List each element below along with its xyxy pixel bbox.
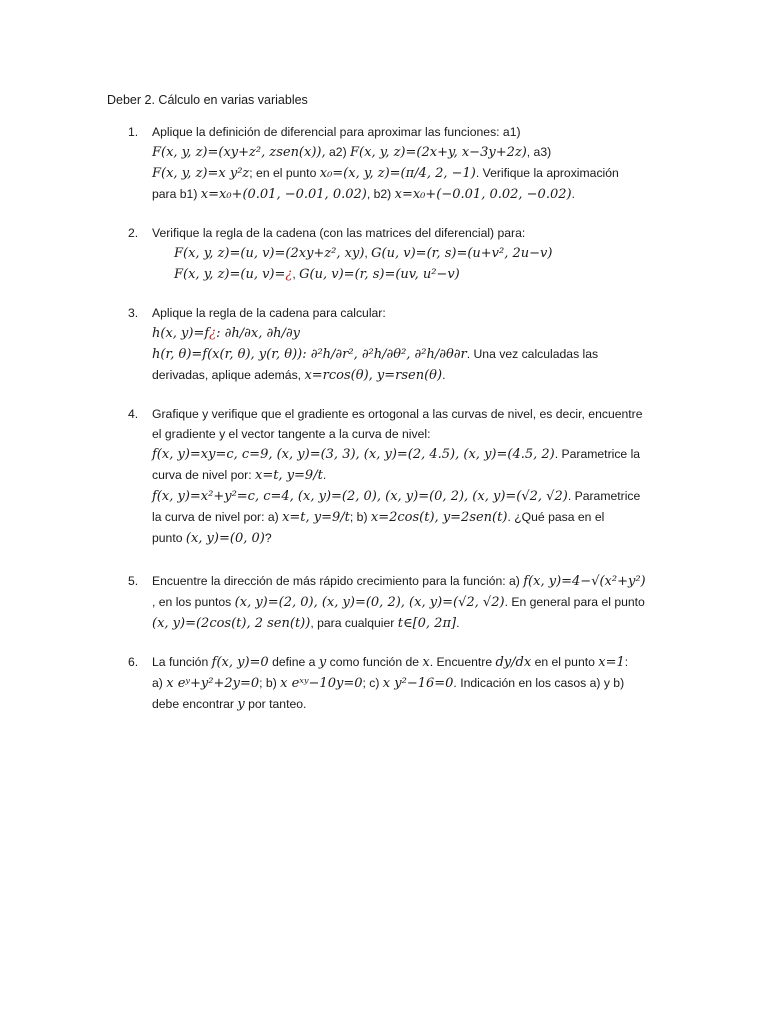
math-expression: x=t, y=9/t bbox=[282, 510, 350, 525]
text-run: Aplique la definición de diferencial para aproximar las funciones: a1) bbox=[152, 125, 521, 139]
exercise-line bbox=[152, 223, 668, 243]
exercise-line bbox=[152, 652, 668, 673]
text-run: ; b) bbox=[349, 510, 371, 524]
exercise-line bbox=[152, 404, 668, 424]
text-run: derivadas, aplique además, bbox=[152, 368, 305, 382]
exercise-line bbox=[152, 507, 668, 528]
exercise-line bbox=[152, 694, 668, 715]
math-expression: x₀=(x, y, z)=(π/4, 2, −1) bbox=[319, 166, 476, 181]
exercise-line bbox=[152, 303, 668, 323]
exercise-number: 1. bbox=[128, 125, 139, 139]
exercise-line bbox=[152, 613, 668, 634]
exercise-item bbox=[128, 652, 668, 715]
text-run: Aplique la regla de la cadena para calcular: bbox=[152, 306, 386, 320]
document-title: Deber 2. Cálculo en varias variables bbox=[107, 93, 308, 107]
math-expression: y bbox=[318, 655, 327, 670]
text-run: . Una vez calculadas las bbox=[466, 347, 599, 361]
math-expression: (x, y)=(0, 0) bbox=[185, 531, 265, 546]
text-run: , bbox=[292, 267, 300, 281]
text-run: la curva de nivel por: a) bbox=[152, 510, 283, 524]
exercise-item bbox=[128, 404, 668, 549]
math-expression: F(x, y, z)=(u, v)= bbox=[174, 267, 286, 282]
text-run: , bbox=[364, 246, 372, 260]
exercise-line bbox=[152, 424, 668, 444]
text-run: : bbox=[624, 655, 629, 669]
text-run: . Parametrice la bbox=[554, 447, 641, 461]
exercise-line bbox=[152, 264, 668, 285]
text-run: como función de bbox=[326, 655, 423, 669]
math-expression: h(r, θ)=f(x(r, θ), y(r, θ)): ∂²h/∂r², ∂²h/∂θ², ∂²h/∂θ∂r bbox=[152, 347, 467, 362]
text-run: . Verifique la aproximación bbox=[475, 166, 619, 180]
exercise-line bbox=[152, 571, 668, 592]
exercise-item bbox=[128, 303, 668, 386]
text-run: , b2) bbox=[366, 187, 395, 201]
math-expression: dy/dx bbox=[495, 655, 532, 670]
exercise-item bbox=[128, 223, 668, 285]
text-run: . Indicación en los casos a) y b) bbox=[453, 676, 625, 690]
math-expression: (x, y)=(2cos(t), 2 sen(t)) bbox=[152, 616, 311, 631]
exercise-list bbox=[128, 122, 668, 715]
text-run: punto bbox=[152, 531, 186, 545]
text-run: a2) bbox=[325, 145, 351, 159]
math-expression: x eʸ+y²+2y=0 bbox=[166, 676, 260, 691]
math-expression: h(x, y)=f bbox=[152, 326, 210, 341]
math-expression: f(x, y)=xy=c, c=9, (x, y)=(3, 3), (x, y)=(2, 4.5), (x, y)=(4.5, 2) bbox=[152, 447, 555, 462]
exercise-item bbox=[128, 571, 668, 634]
text-run: ? bbox=[264, 531, 272, 545]
text-run: , a3) bbox=[526, 145, 552, 159]
exercise-line bbox=[152, 444, 668, 465]
text-run: , para cualquier bbox=[310, 616, 398, 630]
exercise-number: 6. bbox=[128, 655, 139, 669]
math-expression: t∈[0, 2π] bbox=[397, 616, 457, 631]
math-expression: G(u, v)=(r, s)=(uv, u²−v) bbox=[299, 267, 460, 282]
math-expression: x=x₀+(−0.01, 0.02, −0.02) bbox=[394, 187, 572, 202]
exercise-line bbox=[152, 592, 668, 613]
math-expression: x eˣʸ−10y=0 bbox=[280, 676, 363, 691]
math-expression: G(u, v)=(r, s)=(u+v², 2u−v) bbox=[371, 246, 553, 261]
text-run: Verifique la regla de la cadena (con las matrices del diferencial) para: bbox=[152, 226, 526, 240]
text-run: , en los puntos bbox=[152, 595, 235, 609]
text-run: el gradiente y el vector tangente a la curva de nivel: bbox=[152, 427, 431, 441]
math-expression: F(x, y, z)=(xy+z², zsen(x)), bbox=[152, 145, 326, 160]
exercise-line bbox=[152, 163, 668, 184]
text-run: por tanteo. bbox=[244, 697, 307, 711]
math-expression: x=rcos(θ), y=rsen(θ) bbox=[304, 368, 443, 383]
exercise-line bbox=[152, 465, 668, 486]
text-run: ; c) bbox=[362, 676, 383, 690]
broken-glyph: ¿ bbox=[285, 267, 293, 282]
exercise-number: 3. bbox=[128, 306, 139, 320]
text-run: . Parametrice bbox=[567, 489, 641, 503]
exercise-line bbox=[152, 243, 668, 264]
exercise-line bbox=[152, 122, 668, 142]
text-run: ; b) bbox=[259, 676, 281, 690]
exercise-line bbox=[152, 323, 668, 344]
text-run: . bbox=[571, 187, 575, 201]
math-expression: : ∂h/∂x, ∂h/∂y bbox=[216, 326, 301, 341]
text-run: a) bbox=[152, 676, 167, 690]
math-expression: x bbox=[422, 655, 430, 670]
text-run: Encuentre la dirección de más rápido crecimiento para la función: a) bbox=[152, 574, 524, 588]
exercise-number: 4. bbox=[128, 407, 139, 421]
exercise-number: 2. bbox=[128, 226, 139, 240]
text-run: ; en el punto bbox=[249, 166, 320, 180]
text-run: en el punto bbox=[531, 655, 599, 669]
math-expression: x y²−16=0 bbox=[382, 676, 454, 691]
broken-glyph: ¿ bbox=[209, 326, 217, 341]
exercise-line bbox=[152, 365, 668, 386]
math-expression: F(x, y, z)=(u, v)=(2xy+z², xy) bbox=[174, 246, 365, 261]
exercise-line bbox=[152, 184, 668, 205]
text-run: . Encuentre bbox=[429, 655, 496, 669]
math-expression: f(x, y)=4−√(x²+y²) bbox=[523, 574, 646, 589]
exercise-line bbox=[152, 673, 668, 694]
exercise-line bbox=[152, 528, 668, 549]
math-expression: x=2cos(t), y=2sen(t) bbox=[370, 510, 508, 525]
math-expression: f(x, y)=0 bbox=[211, 655, 269, 670]
text-run: . En general para el punto bbox=[504, 595, 645, 609]
text-run: . bbox=[442, 368, 446, 382]
exercise-number: 5. bbox=[128, 574, 139, 588]
text-run: para b1) bbox=[152, 187, 201, 201]
math-expression: (x, y)=(2, 0), (x, y)=(0, 2), (x, y)=(√2, √2) bbox=[234, 595, 505, 610]
math-expression: F(x, y, z)=x y²z bbox=[152, 166, 250, 181]
exercise-line bbox=[152, 142, 668, 163]
text-run: . bbox=[322, 468, 327, 482]
math-expression: x=t, y=9/t bbox=[254, 468, 323, 483]
text-run: curva de nivel por: bbox=[152, 468, 255, 482]
text-run: . bbox=[456, 616, 460, 630]
exercise-line bbox=[152, 486, 668, 507]
exercise-line bbox=[152, 344, 668, 365]
math-expression: f(x, y)=x²+y²=c, c=4, (x, y)=(2, 0), (x, y)=(0, 2), (x, y)=(√2, √2) bbox=[152, 489, 568, 504]
exercise-item bbox=[128, 122, 668, 205]
math-expression: y bbox=[237, 697, 245, 712]
math-expression: x=1 bbox=[598, 655, 625, 670]
text-run: . ¿Qué pasa en el bbox=[507, 510, 605, 524]
text-run: define a bbox=[268, 655, 319, 669]
math-expression: F(x, y, z)=(2x+y, x−3y+2z) bbox=[350, 145, 527, 160]
text-run: La función bbox=[152, 655, 212, 669]
text-run: Grafique y verifique que el gradiente es ortogonal a las curvas de nivel, es decir, encuentre bbox=[152, 407, 643, 421]
text-run: debe encontrar bbox=[152, 697, 238, 711]
math-expression: x=x₀+(0.01, −0.01, 0.02) bbox=[200, 187, 367, 202]
